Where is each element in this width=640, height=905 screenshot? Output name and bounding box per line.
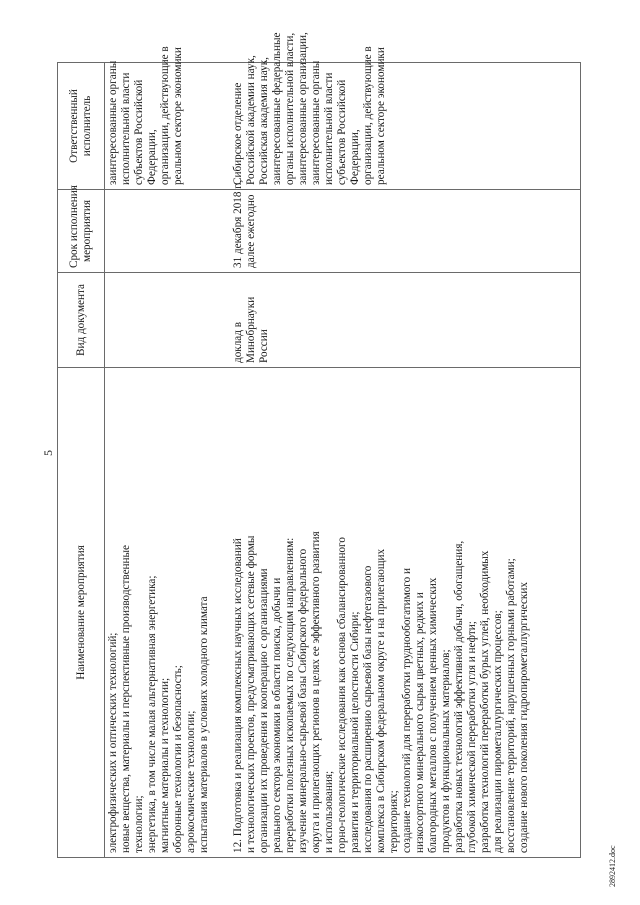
measure-text-line: изучение минерально-сырьевой базы Сибирского федерального [296, 548, 309, 853]
executor-line: Федерации, [348, 129, 361, 185]
executor-line: организации, действующие в [159, 46, 171, 185]
measure-text-line: разработка новых технологий эффективной добычи, обогащения, [452, 540, 465, 853]
measure-text-line: создание нового поколения гидропирометаллургических [517, 582, 530, 853]
executor-line: заинтересованные органы [107, 60, 119, 185]
measures-table [57, 32, 581, 858]
row1-exec-cell [105, 46, 230, 190]
executor-line: организации, действующие в [361, 46, 374, 185]
executor-line: реальном секторе экономики [374, 47, 387, 185]
executor-line: исполнительной власти [322, 72, 335, 185]
measure-text-line: территориях; [387, 790, 400, 853]
measure-text-line: низкосортного минерального сырья цветных, редких и [413, 592, 426, 853]
row2-term-cell [230, 179, 581, 273]
document-type-line: Минобрнауки [244, 296, 257, 363]
document-type-line: доклад в [231, 321, 244, 363]
table-header-row [58, 63, 105, 858]
measure-text-line: аэрокосмические технологии; [185, 710, 197, 853]
measure-text-line: испытания материалов в условиях холодного климата [198, 596, 210, 853]
measure-text-line: электрофизических и оптических технологий; [107, 632, 119, 853]
executor-line: Федерации, [146, 129, 158, 185]
measure-text-line: создание технологий для переработки труднообогатимого и [400, 568, 413, 853]
executor-line: Российской академии наук, [244, 55, 257, 185]
document-type-line: России [257, 329, 270, 363]
row2-name-cell [230, 368, 581, 858]
table-row [230, 63, 581, 858]
measure-text-line: и технологических проектов, предусматривающих сетевые формы [244, 535, 257, 853]
measure-text-line: округа и прилегающих регионов в целях ее эффективного развития [309, 531, 322, 853]
deadline-line: 31 декабря 2018 г., [231, 179, 244, 268]
executor-line: Российская академия наук, [257, 57, 270, 185]
measure-text-line: восстановление территорий, нарушенных горными работами; [504, 558, 517, 853]
row2-exec-cell [230, 32, 581, 190]
measure-text-line: для реализации пирометаллургических процессов; [491, 610, 504, 853]
footer-file-code: 2892412.doc [608, 845, 617, 887]
header-term-line: Срок исполнения [68, 185, 80, 268]
executor-line: заинтересованные федеральные [270, 32, 283, 185]
header-term-line: мероприятия [81, 200, 93, 262]
page-number: 5 [41, 450, 55, 456]
row1-doc-cell [105, 273, 230, 368]
executor-line: Сибирское отделение [231, 82, 244, 185]
executor-line: реальном секторе экономики [172, 47, 184, 185]
measure-text-line: развития и территориальной целостности Сибири; [348, 611, 361, 853]
measure-text-line: технологии; [133, 795, 145, 853]
measure-text-line: глубокой химической переработки угля и нефти; [465, 621, 478, 853]
header-term [58, 185, 105, 273]
measure-text-line: 12. Подготовка и реализация комплексных научных исследований [231, 538, 244, 853]
measure-text-line: горно-геологические исследования как основа сбалансированного [335, 537, 348, 853]
measure-text-line: новые вещества, материалы и перспективные производственные [120, 544, 132, 853]
measure-text-line: реального сектора экономики в области поиска, добычи и [270, 577, 283, 853]
executor-line: заинтересованные органы [309, 60, 322, 185]
measure-text-line: организации их проведения и кооперацию с организациями [257, 568, 270, 853]
measure-text-line: разработка технологий переработки бурых углей, необходимых [478, 550, 491, 853]
measure-text-line: исследования по расширению сырьевой базы нефтегазового [361, 565, 374, 853]
deadline-line: далее ежегодно [244, 194, 257, 268]
measure-text-line: продуктов и функциональных материалов; [439, 649, 452, 853]
measure-text-line: благородных металлов с получением ценных химических [426, 577, 439, 853]
executor-line: заинтересованные организации, [296, 32, 309, 185]
header-name: Наименование мероприятия [58, 368, 105, 858]
row1-term-cell [105, 190, 230, 273]
executor-line: органы исполнительной власти, [283, 32, 296, 185]
header-exec: Ответственный исполнитель [58, 63, 105, 190]
measure-text-line: и использования; [322, 770, 335, 853]
measure-text-line: оборонные технологии и безопасность; [172, 665, 184, 853]
executor-line: субъектов Российской [335, 79, 348, 185]
table-row [105, 63, 230, 858]
measure-text-line: энергетика, в том числе малая альтернативная энергетика; [146, 575, 158, 853]
row1-name-cell [105, 368, 230, 858]
measure-text-line: магнитные материалы и технологии; [159, 677, 171, 853]
measure-text-line: переработки полезных ископаемых по следующим направлениям: [283, 537, 296, 853]
executor-line: исполнительной власти [120, 72, 132, 185]
executor-line: субъектов Российской [133, 79, 145, 185]
row2-doc-cell [230, 273, 581, 368]
measure-text-line: комплекса в Сибирском федеральном округе и на прилегающих [374, 548, 387, 853]
header-doc: Вид документа [58, 273, 105, 368]
